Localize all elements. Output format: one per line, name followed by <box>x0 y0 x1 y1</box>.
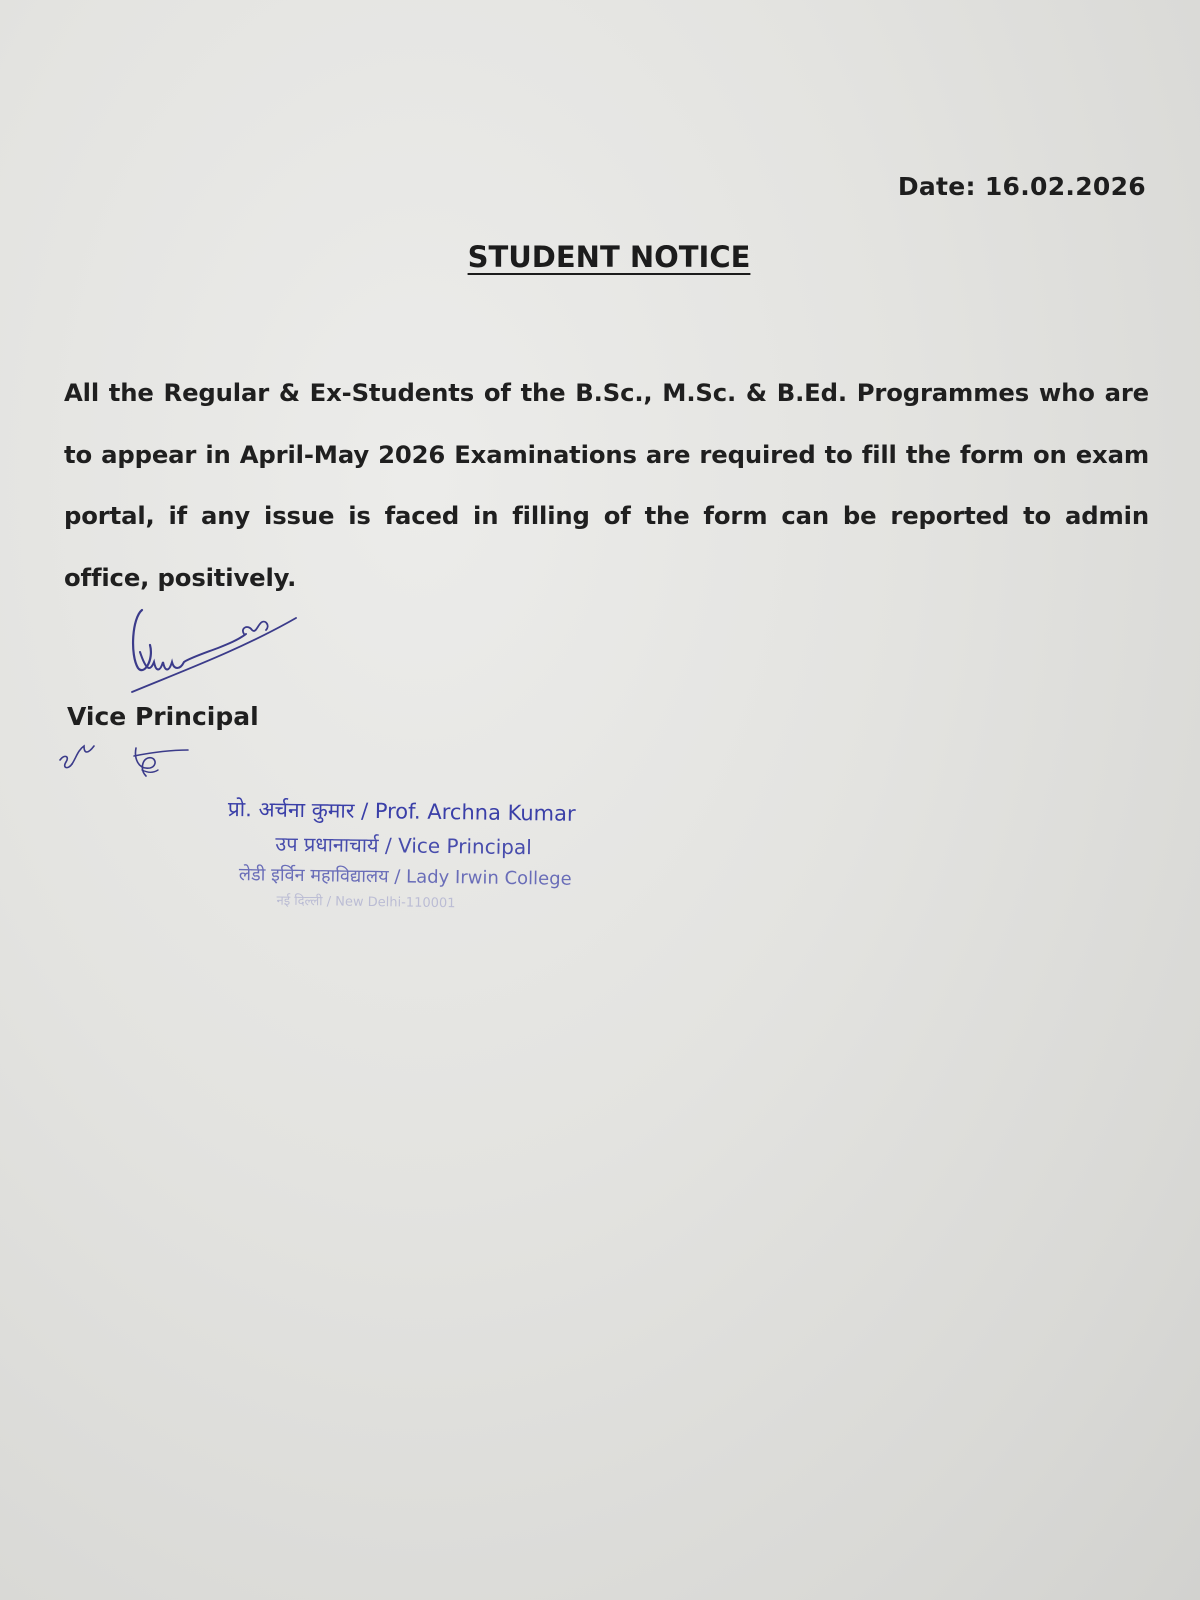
signer-designation: Vice Principal <box>67 702 259 731</box>
stamp-name-line: प्रो. अर्चना कुमार / Prof. Archna Kumar <box>227 796 576 826</box>
notice-body: All the Regular & Ex-Students of the B.Sc., M.Sc. & B.Ed. Programmes who are to appear in April-May 2026 Examinations are required to fill the form on exam portal, if any issue is faced in filling of the form can be reported to admin office, positively. <box>64 378 1149 592</box>
official-stamp <box>226 795 648 914</box>
stamp-title-line: उप प्रधानाचार्य / Vice Principal <box>275 831 532 860</box>
stamp-college-line: लेडी इर्विन महाविद्यालय / Lady Irwin College <box>238 864 572 890</box>
handwritten-initials <box>54 740 194 785</box>
notice-title-text: STUDENT NOTICE <box>467 240 751 274</box>
handwritten-signature <box>120 600 320 700</box>
notice-title <box>0 240 1200 274</box>
stamp-city-line: नई दिल्ली / New Delhi-110001 <box>276 893 456 912</box>
notice-date: Date: 16.02.2026 <box>897 172 1146 201</box>
